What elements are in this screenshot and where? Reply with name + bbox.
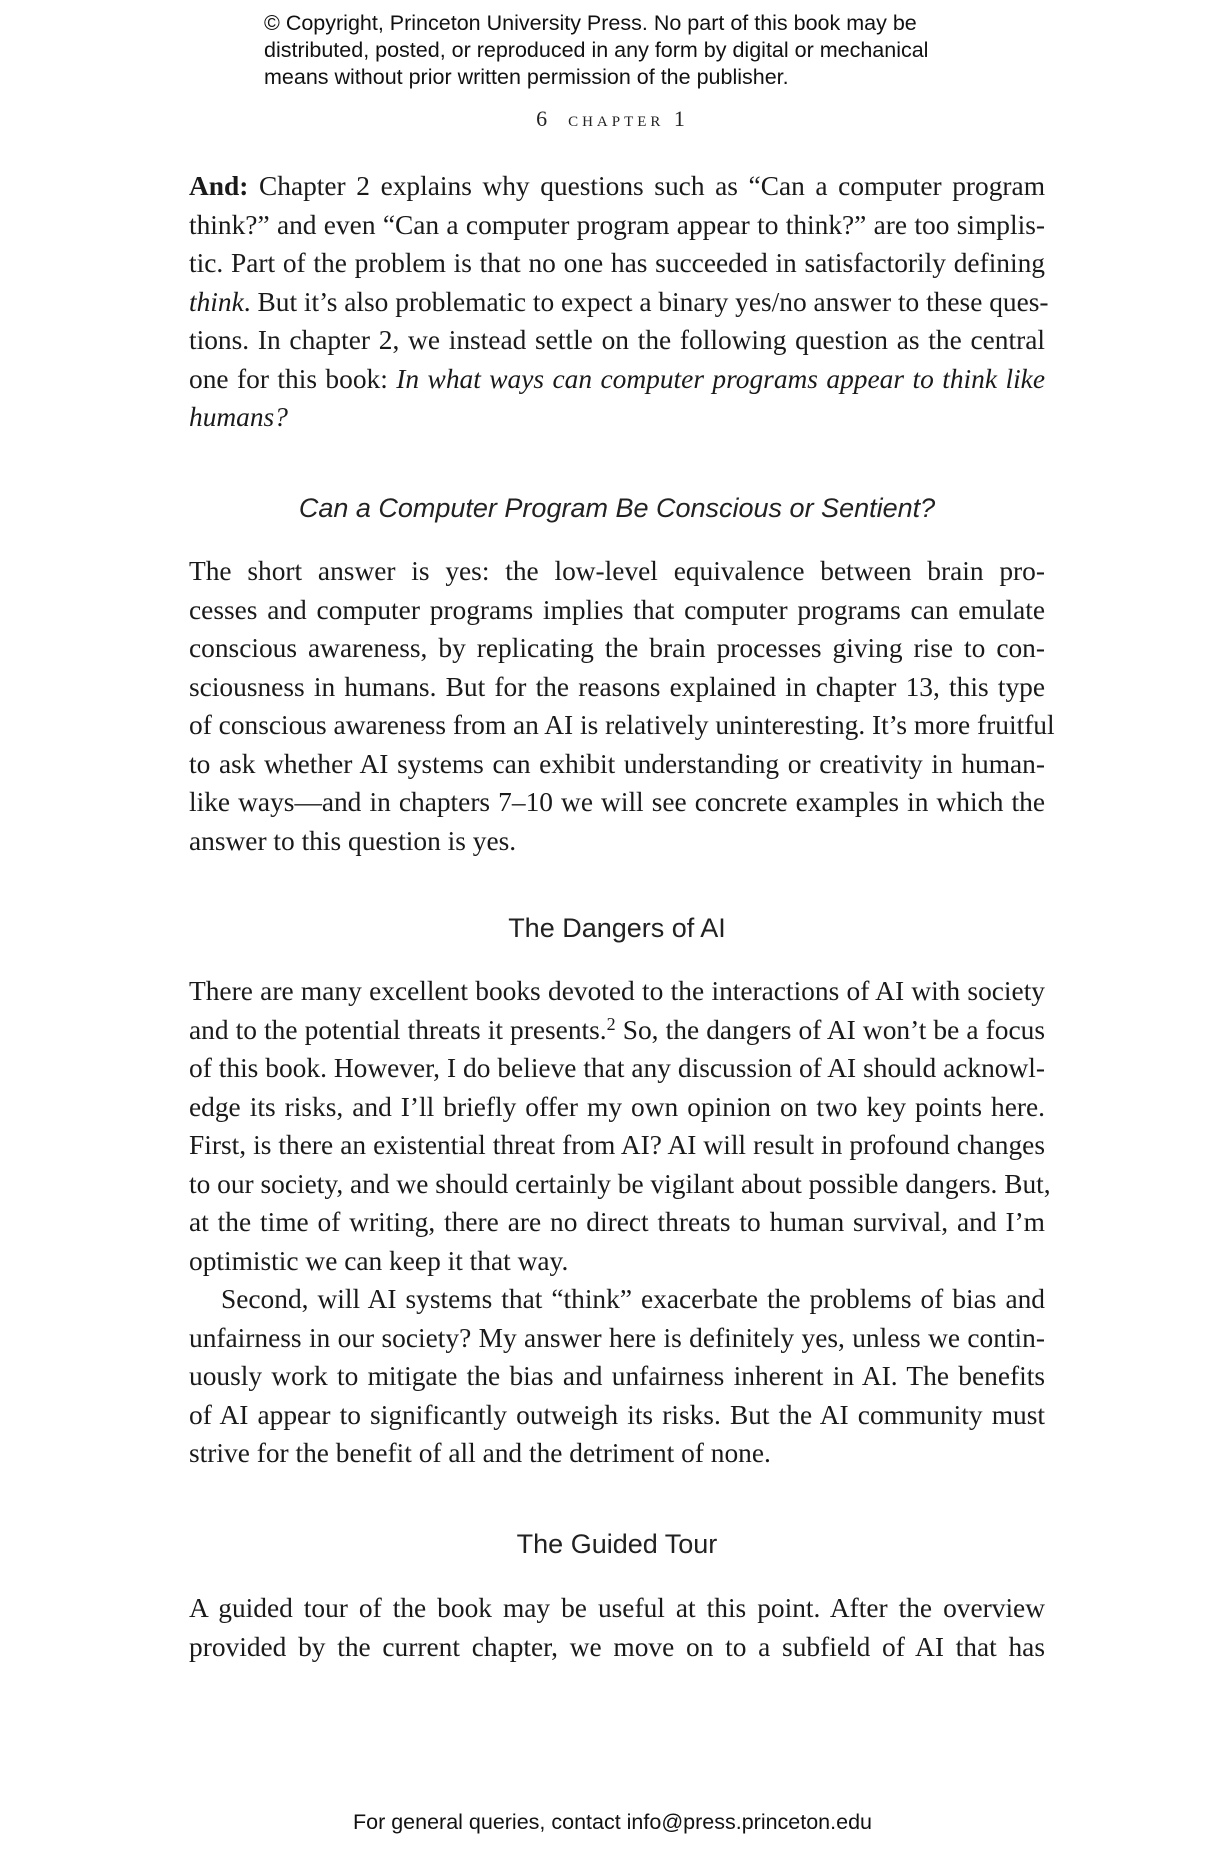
text-line: provided by the current chapter, we move on to a subfield of AI that has (189, 1631, 1045, 1662)
text-line: tic. Part of the problem is that no one has succeeded in satisfactorily defining (189, 248, 1045, 278)
paragraph-tour (189, 1589, 1045, 1666)
footnote-marker: 2 (606, 1013, 616, 1034)
copyright-line: distributed, posted, or reproduced in any form by digital or mechanical (264, 38, 929, 62)
text-line: conscious awareness, by replicating the brain processes giving rise to con- (189, 633, 1045, 663)
section-heading-dangers: The Dangers of AI (508, 913, 726, 943)
copyright-line: © Copyright, Princeton University Press. No part of this book may be (264, 11, 917, 35)
text-line: to ask whether AI systems can exhibit understanding or creativity in human- (189, 748, 1045, 779)
text-line (189, 398, 1045, 437)
text-line: unfairness in our society? My answer here is definitely yes, unless we contin- (189, 1322, 1045, 1353)
paragraph-dangers-1 (189, 972, 1051, 1280)
copyright-notice (264, 10, 984, 91)
chapter-label: chapter 1 (568, 106, 689, 131)
text-line: tions. In chapter 2, we instead settle on the following question as the central (189, 325, 1045, 355)
text-line: edge its risks, and I’ll briefly offer my own opinion on two key points here. (189, 1091, 1045, 1122)
footer-contact: For general queries, contact info@press.princeton.edu (352, 1810, 872, 1834)
bold-lead: And: (189, 171, 249, 201)
copyright-line: means without prior written permission of the publisher. (264, 65, 789, 89)
paragraph-dangers-2 (189, 1280, 1045, 1473)
text-line: optimistic we can keep it that way. (189, 1245, 569, 1276)
text-line (189, 1011, 1045, 1050)
text-line: at the time of writing, there are no direct threats to human survival, and I’m (189, 1207, 1045, 1237)
text-line: cesses and computer programs implies that computer programs can emulate (189, 594, 1045, 625)
text-line: to our society, and we should certainly be vigilant about possible dangers. But, (189, 1168, 1051, 1199)
paragraph-conscious (189, 552, 1055, 860)
text-line: First, is there an existential threat from AI? AI will result in profound changes (189, 1130, 1045, 1160)
text-line: of this book. However, I do believe that any discussion of AI should acknowl- (189, 1053, 1045, 1083)
text-line: uously work to mitigate the bias and unfairness inherent in AI. The benefits (189, 1361, 1045, 1391)
text-line (189, 167, 1045, 206)
text-line: of conscious awareness from an AI is relatively uninteresting. It’s more fruitful (189, 710, 1055, 740)
italic-question: In what ways can computer programs appear to think like (396, 363, 1045, 394)
italic-question: humans? (189, 402, 288, 432)
text-run: and to the potential threats it presents. (189, 1014, 607, 1045)
section-heading-conscious: Can a Computer Program Be Conscious or Sentient? (298, 493, 936, 523)
text-run: Chapter 2 explains why questions such as “Can a computer program (248, 171, 1045, 201)
text-run: . But it’s also problematic to expect a binary yes/no answer to these ques- (243, 286, 1049, 317)
text-run: So, the dangers of AI won’t be a focus (615, 1014, 1045, 1045)
text-line: A guided tour of the book may be useful at this point. After the overview (189, 1593, 1045, 1623)
text-line (189, 283, 1049, 322)
page-number: 6 (536, 106, 551, 131)
text-line: like ways—and in chapters 7–10 we will see concrete examples in which the (189, 787, 1045, 817)
section-heading-guided-tour: The Guided Tour (516, 1529, 718, 1559)
text-line: There are many excellent books devoted to the interactions of AI with society (189, 976, 1045, 1006)
text-run: one for this book: (189, 363, 397, 394)
text-line: sciousness in humans. But for the reasons explained in chapter 13, this type (189, 671, 1045, 702)
paragraph-and (189, 167, 1049, 437)
text-line (189, 360, 1045, 399)
text-line: think?” and even “Can a computer program appear to think?” are too simplis- (189, 209, 1045, 240)
running-head (0, 106, 1225, 132)
text-line: of AI appear to significantly outweigh its risks. But the AI community must (189, 1399, 1045, 1430)
text-line: answer to this question is yes. (189, 825, 517, 856)
text-line: Second, will AI systems that “think” exacerbate the problems of bias and (221, 1284, 1045, 1314)
text-line: strive for the benefit of all and the detriment of none. (189, 1438, 771, 1468)
text-line: The short answer is yes: the low-level equivalence between brain pro- (189, 556, 1045, 586)
italic-term: think (189, 286, 244, 317)
